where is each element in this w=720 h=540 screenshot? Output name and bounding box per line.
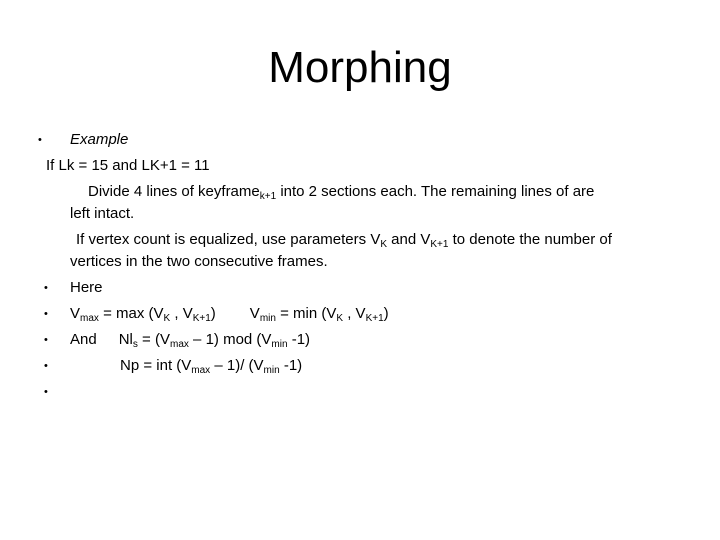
vertex-sub-2: K+1 [430, 239, 449, 250]
here-line: Here [70, 279, 103, 296]
and-text-2: = (V [137, 331, 170, 348]
vmin-text-1: = min (V [275, 305, 337, 322]
divide-subscript: k+1 [259, 191, 277, 202]
nls-sub: s [132, 339, 138, 350]
and-sub-min: min [271, 339, 288, 350]
np-sub-max: max [191, 365, 211, 376]
bullet-marker: • [44, 282, 48, 294]
np-text-1: Np = int (V [120, 357, 192, 374]
vmin-sub: min [259, 313, 276, 324]
vertex-text-3: to denote the number of [448, 231, 612, 248]
divide-text-after: into 2 sections each. The remaining lines of are [276, 183, 595, 200]
vmin-sub-k1: K+1 [365, 313, 384, 324]
vertex-line [76, 230, 612, 250]
and-line [70, 330, 310, 350]
and-word: And [70, 331, 97, 348]
if-line: If Lk = 15 and LK+1 = 11 [46, 157, 210, 174]
np-sub-min: min [263, 365, 280, 376]
vertex-sub-1: K [380, 239, 387, 250]
vmin-text-3: ) [383, 305, 389, 322]
vmin-v: V [249, 305, 260, 322]
divide-text-before: Divide 4 lines of keyframe [88, 183, 260, 200]
slide-title: Morphing [268, 43, 452, 92]
vmax-text-2: , V [170, 305, 193, 322]
vmax-v: V [70, 305, 81, 322]
vmax-line [70, 304, 389, 324]
nls-text: Nl [118, 331, 133, 348]
vertex-text-2: and V [387, 231, 431, 248]
bullet-marker: • [38, 134, 42, 146]
vertex-text-1: If vertex count is equalized, use parameters V [76, 231, 381, 248]
vmin-text-2: , V [343, 305, 366, 322]
vmax-text-1: = max (V [98, 305, 164, 322]
and-text-4: -1) [287, 331, 311, 348]
vmax-sub-k1: K+1 [192, 313, 211, 324]
bullet-marker: • [44, 386, 48, 398]
and-sub-max: max [169, 339, 189, 350]
np-text-3: -1) [279, 357, 303, 374]
bullet-marker: • [44, 308, 48, 320]
vmin-sub-k: K [336, 313, 344, 324]
divide-line [88, 182, 594, 202]
np-text-2: – 1)/ (V [210, 357, 264, 374]
example-label: Example [70, 131, 129, 148]
left-intact-line: left intact. [70, 205, 135, 222]
np-line [120, 356, 302, 376]
vmax-text-3: ) [210, 305, 216, 322]
bullet-marker: • [44, 334, 48, 346]
vertices-line: vertices in the two consecutive frames. [70, 253, 328, 270]
bullet-marker: • [44, 360, 48, 372]
vmax-sub-k: K [163, 313, 171, 324]
and-text-3: – 1) mod (V [188, 331, 272, 348]
vmax-sub: max [80, 313, 99, 324]
